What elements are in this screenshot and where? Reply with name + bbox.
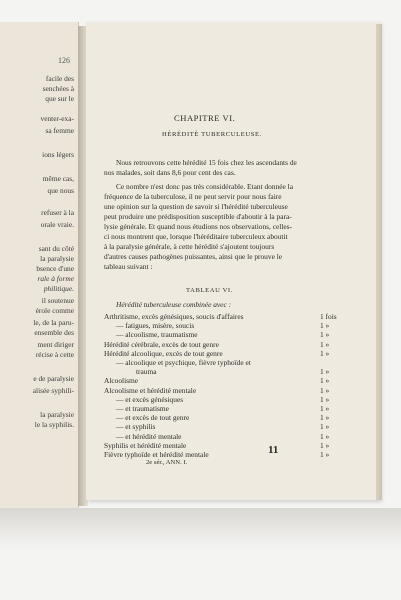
paragraph2-line: d'autres causes pathogènes puissantes, ainsi que le prouve le xyxy=(104,252,283,261)
table-row-label: Alcoolisme xyxy=(104,376,139,386)
left-page-line: e de paralysie xyxy=(33,374,74,383)
table-row-label: Arthritisme, excès génésiques, soucis d'affaires xyxy=(104,312,244,321)
left-page-line: le la syphilis. xyxy=(34,420,74,429)
table-row-label: — alcoolisme, traumatisme xyxy=(116,330,198,340)
table-row-label: Alcoolisme et hérédité mentale xyxy=(104,385,197,395)
left-page-line: la paralysie xyxy=(40,410,74,419)
footer-signature: 2e sér., ANN. I. xyxy=(146,459,188,466)
table-row-count: 1 » xyxy=(320,367,330,377)
left-page-line: bsence d'une xyxy=(36,264,74,273)
table-row-label: — et hérédité mentale xyxy=(116,431,182,441)
table-row-count: 1 » xyxy=(320,404,330,413)
table-row-label: — alcoolique et psychique, fièvre typhoïde et xyxy=(116,358,251,367)
paragraph2-line: tableau suivant : xyxy=(104,262,153,271)
table-title: TABLEAU VI. xyxy=(186,287,233,294)
left-page-line: ions légers xyxy=(42,150,74,159)
left-page-line: rale à forme xyxy=(37,274,74,283)
table-row-label: — et excès génésiques xyxy=(116,394,184,404)
table-row-count: 1 » xyxy=(320,339,330,349)
paragraph2-line: ci nous montrent que, lorsque l'héréditaire tuberculeux aboutit xyxy=(104,232,288,241)
table-row-count: 1 » xyxy=(320,394,330,404)
paragraph2-line: une opinion sur la question de savoir si l'hérédité tuberculeuse xyxy=(104,202,288,211)
table-row-count: 1 » xyxy=(320,330,330,340)
table-row-count: 1 » xyxy=(320,413,330,423)
left-page-line: il soutenue xyxy=(41,296,74,305)
left-page-line: ensemble des xyxy=(34,328,74,337)
left-page-line: alisée syphili- xyxy=(32,386,74,395)
paragraph2-line: fréquence de la tuberculose, il ne peut servir pour nous faire xyxy=(104,192,282,201)
table-surface-shadow xyxy=(0,508,401,548)
table-row-label: — et syphilis xyxy=(116,422,156,432)
table-row-label: trauma xyxy=(136,367,157,377)
table-row-count: 1 fois xyxy=(320,312,337,321)
table-row-count: 1 » xyxy=(320,440,330,450)
left-page-line: sa femme xyxy=(45,126,74,135)
left-page-line: érole comme xyxy=(35,306,74,315)
table-row-label: Hérédité alcoolique, excès de tout genre xyxy=(104,348,223,358)
table-row-count: 1 » xyxy=(320,348,330,358)
footer-folio: 11 xyxy=(268,444,279,456)
table-intro: Hérédité tuberculeuse combinée avec : xyxy=(116,300,232,309)
left-page-line: le, de la paru- xyxy=(33,318,74,327)
page-edge xyxy=(376,24,382,500)
left-page-line: même cas, xyxy=(42,174,74,183)
chapter-title: CHAPITRE VI. xyxy=(174,113,236,123)
table-row-count: 1 » xyxy=(320,385,330,395)
left-page-line: refuser à la xyxy=(41,208,74,217)
paragraph1-line: nos malades, soit dans 8,6 pour cent des cas. xyxy=(104,168,236,177)
paragraph2-line: lysie générale. Et quand nous étudions nos observations, celles- xyxy=(104,222,293,231)
table-row-count: 1 » xyxy=(320,422,330,432)
table-row-label: — et traumatisme xyxy=(116,404,169,413)
right-page xyxy=(86,22,380,500)
table-row-count: 1 » xyxy=(320,321,330,331)
table-row-label: Hérédité cérébrale, excès de tout genre xyxy=(104,339,219,349)
table-row-label: Syphilis et hérédité mentale xyxy=(104,440,187,450)
left-page-number: 126 xyxy=(58,56,70,65)
left-page-line: philitique. xyxy=(43,284,74,293)
left-page-line: ment diriger xyxy=(37,340,74,349)
paragraph2-line: Ce nombre n'est donc pas très considérable. Etant donnée la xyxy=(116,182,294,191)
table-row-count: 1 » xyxy=(320,450,330,459)
left-page-line: facile des xyxy=(45,74,74,83)
paragraph2-line: à la paralysie générale, à cette hérédité s'ajoutent toujours xyxy=(104,242,275,251)
table-row-label: — fatigues, misère, soucis xyxy=(116,321,195,331)
paragraph1-line: Nous retrouvons cette hérédité 15 fois chez les ascendants de xyxy=(116,158,297,167)
left-page-line: la paralysie xyxy=(40,254,74,263)
chapter-subtitle: HÉRÉDITÉ TUBERCULEUSE. xyxy=(162,131,262,138)
left-page-line: senchées à xyxy=(42,84,74,93)
left-page-line: orale vraie. xyxy=(40,220,74,229)
paragraph2-line: peut produire une prédisposition susceptible d'aboutir à la para- xyxy=(104,212,292,221)
left-page xyxy=(0,22,79,508)
table-row-count: 1 » xyxy=(320,431,330,441)
left-page-line: venter-exa- xyxy=(40,114,74,123)
left-page-line: récise à cette xyxy=(35,350,74,359)
table-row-count: 1 » xyxy=(320,376,330,386)
left-page-line: que nous xyxy=(47,186,74,195)
left-page-line: que sur le xyxy=(45,94,74,103)
table-row-label: Fièvre typhoïde et hérédité mentale xyxy=(104,450,209,459)
left-page-line: sant du côté xyxy=(38,244,74,253)
table-row-label: — et excès de tout genre xyxy=(116,413,190,423)
